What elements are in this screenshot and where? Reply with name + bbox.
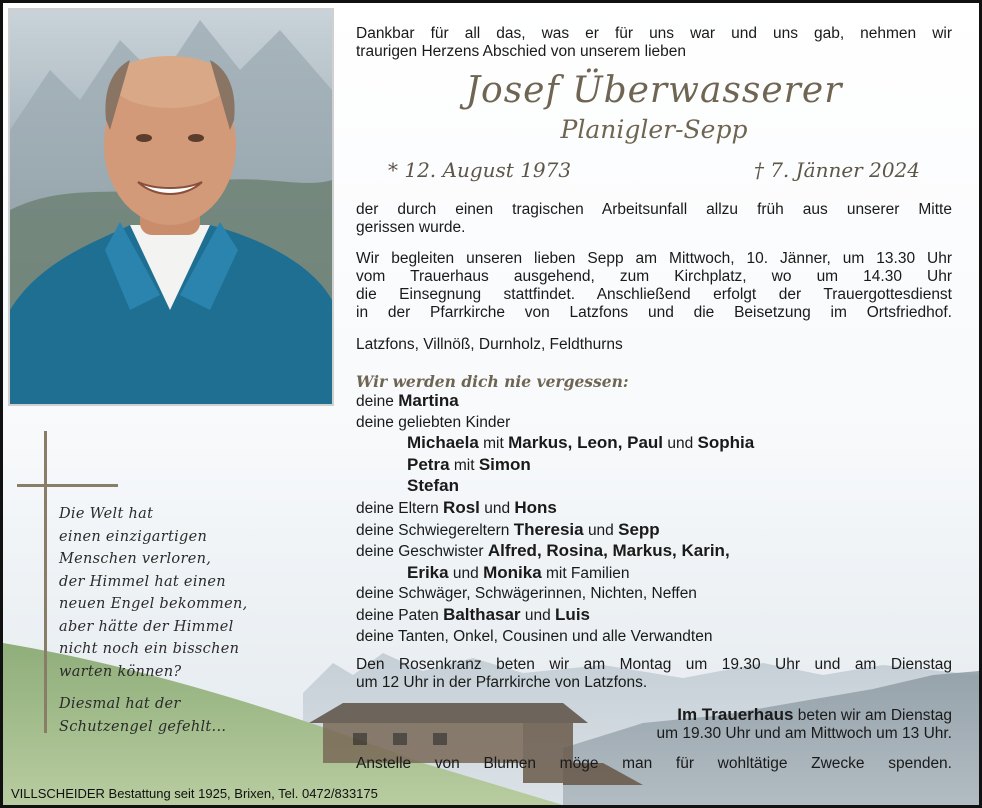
poem-line: Die Welt hat — [59, 506, 154, 522]
poem-line: Menschen verloren, — [59, 551, 212, 567]
family-line: deine geliebten Kinder — [356, 413, 511, 431]
poem — [59, 503, 304, 738]
funeral-line: die Einsegnung stattfindet. Anschließend erfolgt der Trauergottesdienst — [356, 286, 952, 303]
cross-vertical-bar — [44, 431, 47, 733]
poem-line: nicht noch ein bisschen — [59, 641, 240, 657]
poem-line: aber hätte der Himmel — [59, 618, 234, 635]
family-line: deine Geschwister Alfred, Rosina, Markus, Karin, — [356, 541, 730, 561]
birth-date: * 12. August 1973 — [388, 158, 572, 182]
intro-line: traurigen Herzens Abschied von unserem lieben — [356, 43, 686, 60]
rosary-line: Den Rosenkranz beten wir am Montag um 19.30 Uhr und am Dienstag — [356, 656, 952, 674]
house-prayer-line: Im Trauerhaus beten wir am Dienstag — [677, 705, 952, 725]
family-line: Stefan — [407, 476, 459, 496]
family-line: Erika und Monika mit Familien — [407, 562, 630, 582]
life-dates — [356, 157, 952, 183]
family-line: Michaela mit Markus, Leon, Paul und Sophia — [407, 433, 755, 453]
cause-line: der durch einen tragischen Arbeitsunfall allzu früh aus unserer Mitte — [356, 201, 952, 218]
family-heading: Wir werden dich nie vergessen: — [356, 372, 629, 391]
family-line: deine Eltern Rosl und Hons — [356, 497, 557, 517]
funeral-line: vom Trauerhaus ausgehend, zum Kirchplatz, wo um 14.30 Uhr — [356, 268, 952, 285]
poem-line: der Himmel hat einen — [59, 573, 226, 590]
poem-line: neuen Engel bekommen, — [59, 596, 248, 612]
funeral-home-footer: VILLSCHEIDER Bestattung seit 1925, Brixen, Tel. 0472/833175 — [11, 786, 378, 801]
family-line: deine Schwäger, Schwägerinnen, Nichten, Neffen — [356, 585, 697, 603]
portrait-photo — [8, 8, 334, 406]
deceased-nickname: Planigler-Sepp — [560, 115, 748, 144]
death-date: † 7. Jänner 2024 — [753, 158, 920, 182]
cause-line: gerissen wurde. — [356, 219, 466, 236]
funeral-line: Wir begleiten unseren lieben Sepp am Mittwoch, 10. Jänner, um 13.30 Uhr — [356, 250, 952, 267]
poem-line: warten können? — [59, 663, 182, 680]
family-line: deine Tanten, Onkel, Cousinen und alle Verwandten — [356, 627, 713, 645]
intro-line: Dankbar für all das, was er für uns war und uns gab, nehmen wir — [356, 25, 952, 42]
places: Latzfons, Villnöß, Durnholz, Feldthurns — [356, 336, 623, 353]
poem-line: Schutzengel gefehlt... — [59, 718, 227, 735]
donation-note: Anstelle von Blumen möge man für wohltätige Zwecke spenden. — [356, 755, 952, 773]
family-line: deine Schwiegereltern Theresia und Sepp — [356, 519, 660, 539]
family-line: deine Paten Balthasar und Luis — [356, 604, 590, 624]
rosary-line: um 12 Uhr in der Pfarrkirche von Latzfons. — [356, 674, 648, 692]
main-text-column — [356, 25, 952, 773]
poem-line: Diesmal hat der — [59, 696, 181, 712]
portrait-illustration — [10, 10, 332, 404]
family-line: deine Martina — [356, 391, 459, 410]
deceased-name: Josef Überwasserer — [465, 70, 843, 111]
poem-line: einen einzigartigen — [59, 528, 208, 545]
family-line: Petra mit Simon — [407, 454, 531, 474]
funeral-line: in der Pfarrkirche von Latzfons und die Beisetzung im Ortsfriedhof. — [356, 304, 952, 321]
house-prayer-line: um 19.30 Uhr und am Mittwoch um 13 Uhr. — [656, 725, 952, 743]
cross-horizontal-bar — [17, 484, 118, 487]
